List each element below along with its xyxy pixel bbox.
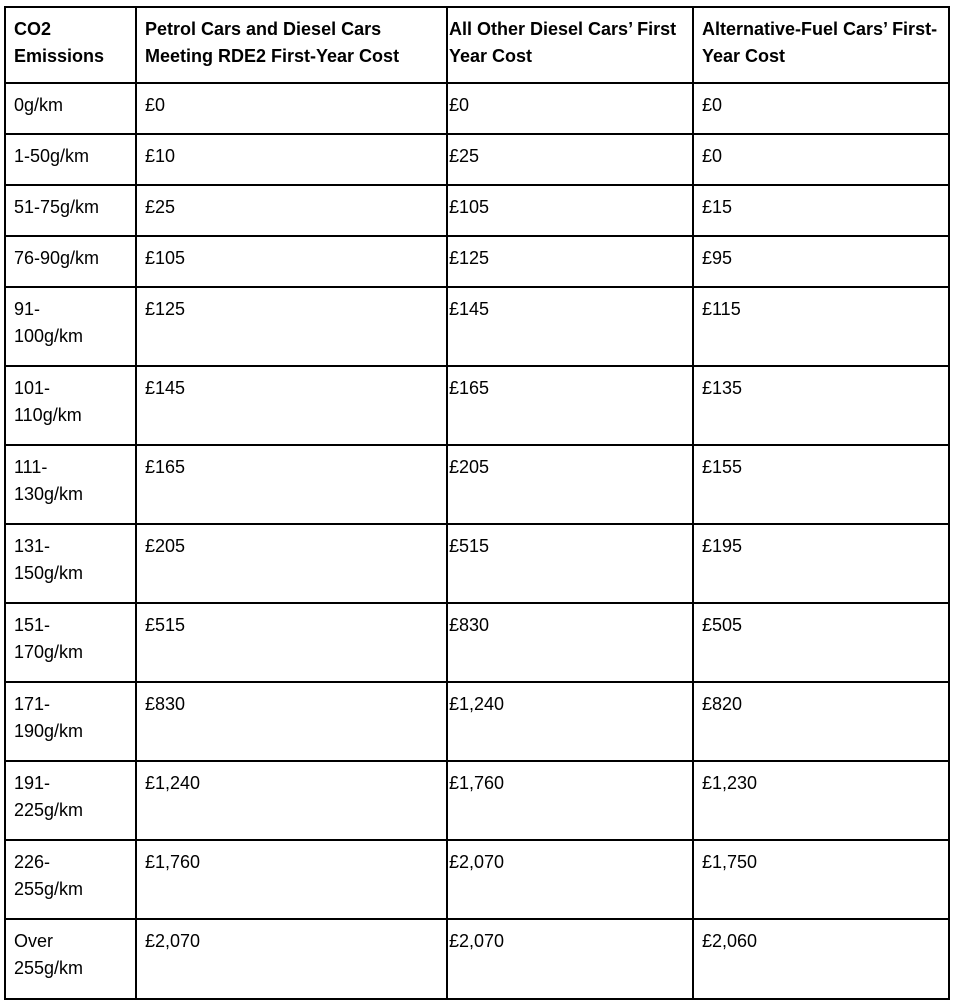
other-diesel-cost-cell: £125 (447, 236, 693, 287)
alt-fuel-cost-cell: £1,230 (693, 761, 949, 840)
other-diesel-cost-cell: £2,070 (447, 840, 693, 919)
table-row (5, 445, 949, 524)
petrol-rde2-cost-cell: £830 (136, 682, 447, 761)
table-row (5, 287, 949, 366)
header-alternative-fuel-cost: Alternative-Fuel Cars’ First-Year Cost (693, 7, 949, 83)
alt-fuel-cost-cell: £155 (693, 445, 949, 524)
other-diesel-cost-cell: £1,760 (447, 761, 693, 840)
emissions-band-cell: 171- 190g/km (5, 682, 136, 761)
table-row (5, 682, 949, 761)
alt-fuel-cost-cell: £135 (693, 366, 949, 445)
other-diesel-cost-cell: £165 (447, 366, 693, 445)
table-row (5, 236, 949, 287)
alt-fuel-cost-cell: £95 (693, 236, 949, 287)
emissions-band-cell: 0g/km (5, 83, 136, 134)
alt-fuel-cost-cell: £15 (693, 185, 949, 236)
other-diesel-cost-cell: £105 (447, 185, 693, 236)
petrol-rde2-cost-cell: £2,070 (136, 919, 447, 999)
table-row (5, 83, 949, 134)
other-diesel-cost-cell: £145 (447, 287, 693, 366)
other-diesel-cost-cell: £0 (447, 83, 693, 134)
header-other-diesel-cost: All Other Diesel Cars’ First Year Cost (447, 7, 693, 83)
petrol-rde2-cost-cell: £1,760 (136, 840, 447, 919)
table-row (5, 840, 949, 919)
petrol-rde2-cost-cell: £105 (136, 236, 447, 287)
alt-fuel-cost-cell: £195 (693, 524, 949, 603)
table-row (5, 761, 949, 840)
other-diesel-cost-cell: £205 (447, 445, 693, 524)
alt-fuel-cost-cell: £115 (693, 287, 949, 366)
emissions-band-cell: 1-50g/km (5, 134, 136, 185)
petrol-rde2-cost-cell: £10 (136, 134, 447, 185)
other-diesel-cost-cell: £830 (447, 603, 693, 682)
alt-fuel-cost-cell: £2,060 (693, 919, 949, 999)
petrol-rde2-cost-cell: £205 (136, 524, 447, 603)
alt-fuel-cost-cell: £0 (693, 83, 949, 134)
table-row (5, 185, 949, 236)
table-row (5, 603, 949, 682)
other-diesel-cost-cell: £25 (447, 134, 693, 185)
emissions-band-cell: Over 255g/km (5, 919, 136, 999)
table-row (5, 366, 949, 445)
table-row (5, 524, 949, 603)
petrol-rde2-cost-cell: £125 (136, 287, 447, 366)
header-row (5, 7, 949, 83)
alt-fuel-cost-cell: £505 (693, 603, 949, 682)
emissions-band-cell: 76-90g/km (5, 236, 136, 287)
alt-fuel-cost-cell: £1,750 (693, 840, 949, 919)
emissions-band-cell: 101- 110g/km (5, 366, 136, 445)
alt-fuel-cost-cell: £0 (693, 134, 949, 185)
emissions-band-cell: 151- 170g/km (5, 603, 136, 682)
petrol-rde2-cost-cell: £0 (136, 83, 447, 134)
emissions-band-cell: 51-75g/km (5, 185, 136, 236)
header-co2-emissions: CO2 Emissions (5, 7, 136, 83)
table-body (5, 83, 949, 999)
emissions-band-cell: 131- 150g/km (5, 524, 136, 603)
emissions-band-cell: 111- 130g/km (5, 445, 136, 524)
emissions-band-cell: 91- 100g/km (5, 287, 136, 366)
header-petrol-diesel-rde2-cost: Petrol Cars and Diesel Cars Meeting RDE2 First-Year Cost (136, 7, 447, 83)
petrol-rde2-cost-cell: £515 (136, 603, 447, 682)
petrol-rde2-cost-cell: £145 (136, 366, 447, 445)
emissions-band-cell: 191- 225g/km (5, 761, 136, 840)
other-diesel-cost-cell: £515 (447, 524, 693, 603)
petrol-rde2-cost-cell: £165 (136, 445, 447, 524)
petrol-rde2-cost-cell: £1,240 (136, 761, 447, 840)
emissions-cost-table (4, 6, 950, 1000)
alt-fuel-cost-cell: £820 (693, 682, 949, 761)
other-diesel-cost-cell: £1,240 (447, 682, 693, 761)
table-row (5, 134, 949, 185)
emissions-band-cell: 226- 255g/km (5, 840, 136, 919)
table-row (5, 919, 949, 999)
petrol-rde2-cost-cell: £25 (136, 185, 447, 236)
other-diesel-cost-cell: £2,070 (447, 919, 693, 999)
